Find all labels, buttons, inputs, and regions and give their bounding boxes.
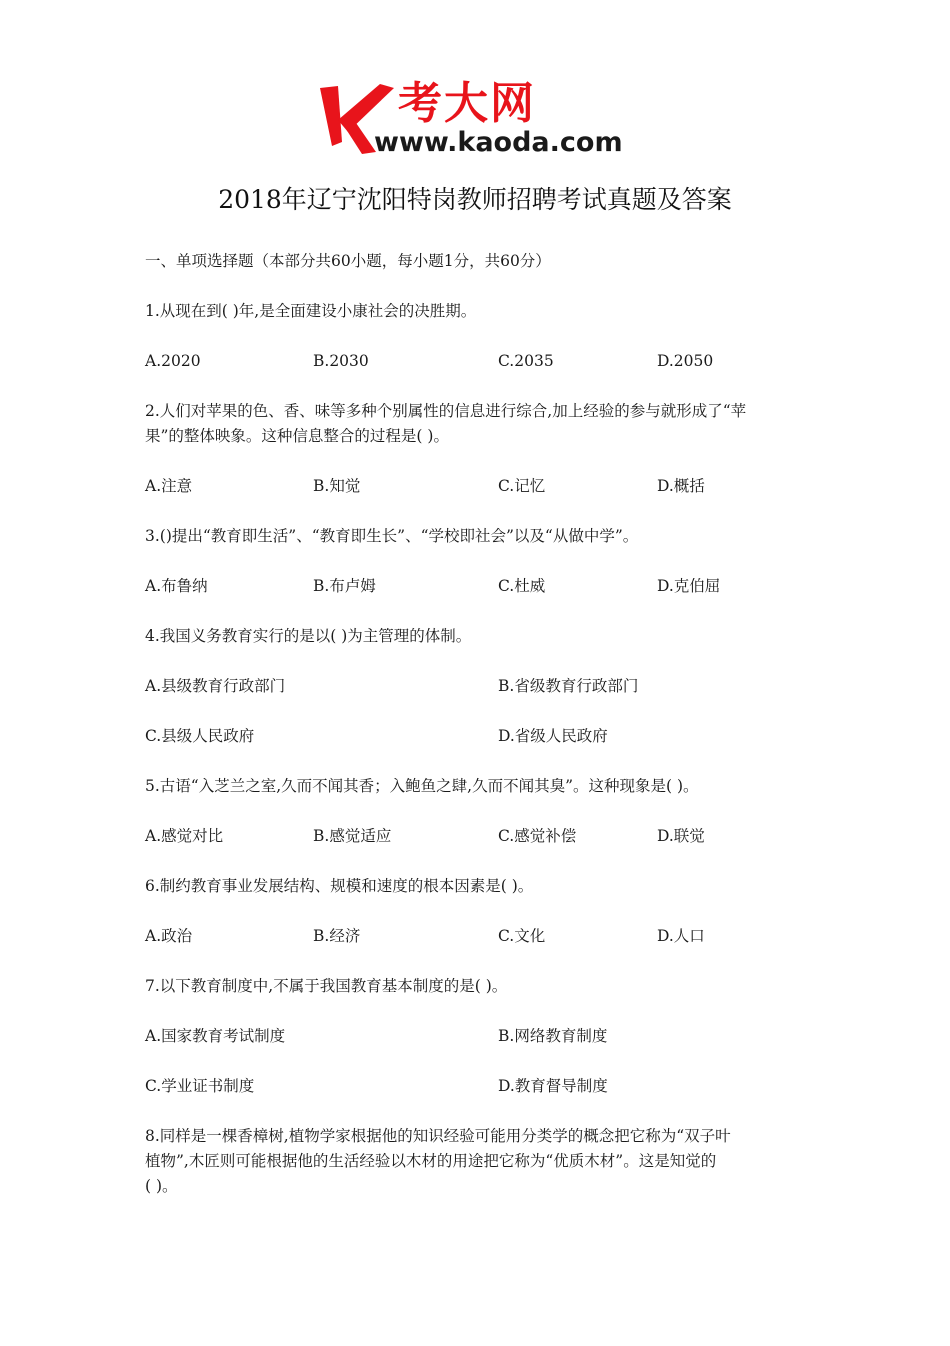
question-stem-line: 8.同样是一棵香樟树,植物学家根据他的知识经验可能用分类学的概念把它称为“双子叶 — [145, 1127, 731, 1145]
option-d: D.概括 — [657, 477, 705, 495]
option-d: D.省级人民政府 — [498, 727, 608, 745]
option-d: D.人口 — [657, 927, 705, 945]
section-heading: 一、单项选择题（本部分共60小题，每小题1分，共60分） — [145, 252, 551, 270]
question-stem: 6.制约教育事业发展结构、规模和速度的根本因素是( )。 — [145, 877, 534, 895]
option-a: A.2020 — [145, 352, 201, 370]
option-d: D.教育督导制度 — [498, 1077, 608, 1095]
option-a: A.感觉对比 — [145, 827, 224, 845]
option-a: A.县级教育行政部门 — [145, 677, 286, 695]
question-stem-line: 果”的整体映象。这种信息整合的过程是( )。 — [145, 427, 449, 445]
option-c: C.杜威 — [498, 577, 546, 595]
logo-brand-text: 考大网 — [398, 78, 536, 129]
option-b: B.感觉适应 — [313, 827, 392, 845]
option-c: C.记忆 — [498, 477, 546, 495]
question-stem: 4.我国义务教育实行的是以( )为主管理的体制。 — [145, 627, 472, 645]
option-b: B.知觉 — [313, 477, 361, 495]
option-c: C.感觉补偿 — [498, 827, 577, 845]
option-c: C.2035 — [498, 352, 554, 370]
question-stem-line: 2.人们对苹果的色、香、味等多种个别属性的信息进行综合,加上经验的参与就形成了“苹 — [145, 402, 747, 420]
logo-url-text: www.kaoda.com — [374, 127, 623, 158]
question-stem: 5.古语“入芝兰之室,久而不闻其香；入鲍鱼之肆,久而不闻其臭”。这种现象是( )。 — [145, 777, 699, 795]
option-d: D.克伯屈 — [657, 577, 721, 595]
option-a: A.政治 — [145, 927, 193, 945]
option-b: B.网络教育制度 — [498, 1027, 608, 1045]
document-title: 2018年辽宁沈阳特岗教师招聘考试真题及答案 — [218, 185, 732, 214]
option-b: B.省级教育行政部门 — [498, 677, 639, 695]
option-d: D.2050 — [657, 352, 714, 370]
option-d: D.联觉 — [657, 827, 705, 845]
kaoda-logo — [318, 78, 648, 162]
option-b: B.布卢姆 — [313, 577, 376, 595]
option-a: A.国家教育考试制度 — [145, 1027, 286, 1045]
option-a: A.布鲁纳 — [145, 577, 208, 595]
question-stem: 1.从现在到( )年,是全面建设小康社会的决胜期。 — [145, 302, 477, 320]
option-c: C.文化 — [498, 927, 546, 945]
option-a: A.注意 — [145, 477, 193, 495]
question-stem: 7.以下教育制度中,不属于我国教育基本制度的是( )。 — [145, 977, 508, 995]
option-b: B.经济 — [313, 927, 361, 945]
option-c: C.学业证书制度 — [145, 1077, 255, 1095]
question-stem: 3.()提出“教育即生活”、“教育即生长”、“学校即社会”以及“从做中学”。 — [145, 527, 639, 545]
question-stem-line: ( )。 — [145, 1177, 178, 1195]
option-b: B.2030 — [313, 352, 369, 370]
question-stem-line: 植物”,木匠则可能根据他的生活经验以木材的用途把它称为“优质木材”。这是知觉的 — [145, 1152, 717, 1170]
option-c: C.县级人民政府 — [145, 727, 255, 745]
